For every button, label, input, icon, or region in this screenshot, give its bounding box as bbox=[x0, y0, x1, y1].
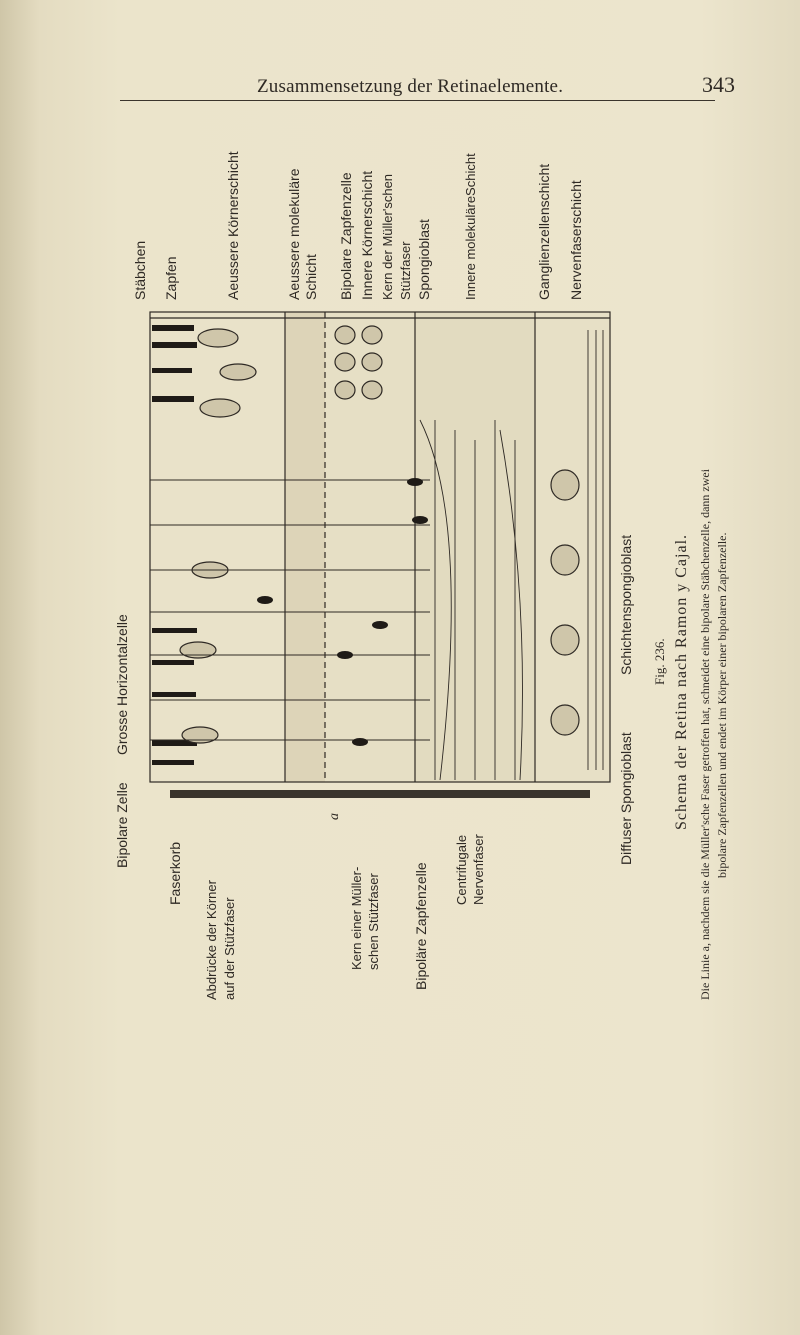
label-centrifugale-2: Nervenfaser bbox=[471, 834, 486, 905]
label-spongioblast: Spongioblast bbox=[416, 219, 432, 300]
label-bipolare-zelle: Bipolare Zelle bbox=[114, 782, 130, 868]
label-centrifugale-1: Centrifugale bbox=[454, 834, 469, 905]
label-aeussere-molekulaere-1: Aeussere molekuläre bbox=[286, 168, 302, 300]
label-abdruecke-1: Abdrücke der Körner bbox=[204, 880, 219, 1000]
label-letter-a: a bbox=[327, 813, 342, 820]
label-staebchen: Stäbchen bbox=[132, 240, 148, 300]
label-bipolare-zapfenzelle: Bipolare Zapfenzelle bbox=[338, 172, 354, 300]
label-faserkorb: Faserkorb bbox=[167, 841, 183, 905]
label-zapfen: Zapfen bbox=[163, 256, 179, 300]
caption-fig: Fig. 236. bbox=[652, 638, 667, 685]
label-aeussere-koernerschicht: Aeussere Körnerschicht bbox=[225, 151, 241, 300]
layer-bands bbox=[150, 312, 610, 782]
label-ganglienzellenschicht: Ganglienzellenschicht bbox=[536, 163, 552, 300]
label-innere-koernerschicht: Innere Körnerschicht bbox=[359, 170, 375, 300]
label-bipolare-zapfenzelle-bottom: Bipoläre Zapfenzelle bbox=[413, 862, 429, 990]
running-title: Zusammensetzung der Retinaelemente. bbox=[257, 76, 564, 97]
caption-line2: bipolare Zapfenzellen und endet im Körper einer bipolaren Zapfenzelle. bbox=[715, 532, 729, 878]
label-aeussere-molekulaere-2: Schicht bbox=[303, 254, 319, 300]
label-kern-mueller-2: Stützfaser bbox=[398, 241, 413, 300]
caption-title: Schema der Retina nach Ramon y Cajal. bbox=[673, 533, 690, 830]
label-kern-einer-1: Kern einer Müller- bbox=[349, 866, 364, 970]
inner-limiting-membrane bbox=[170, 790, 590, 798]
caption-line1: Die Linie a, nachdem sie die Müller'sche Faser getroffen hat, schneidet eine bipolare Stäbchenzelle, dann zwei bbox=[698, 468, 712, 1000]
label-abdruecke-2: auf der Stützfaser bbox=[222, 897, 237, 1000]
label-kern-mueller-1: Kern der Müller'schen bbox=[380, 173, 395, 300]
label-grosse-horizontalzelle: Grosse Horizontalzelle bbox=[114, 614, 130, 755]
label-schichtenspongioblast: Schichtenspongioblast bbox=[618, 534, 634, 675]
label-kern-einer-2: schen Stützfaser bbox=[366, 873, 381, 970]
label-nervenfaserschicht: Nervenfaserschicht bbox=[568, 180, 584, 300]
page-number: 343 bbox=[702, 72, 735, 97]
label-innere-molekulaere: Innere molekuläreSchicht bbox=[463, 153, 478, 300]
label-diffuser-spongioblast: Diffuser Spongioblast bbox=[618, 732, 634, 865]
